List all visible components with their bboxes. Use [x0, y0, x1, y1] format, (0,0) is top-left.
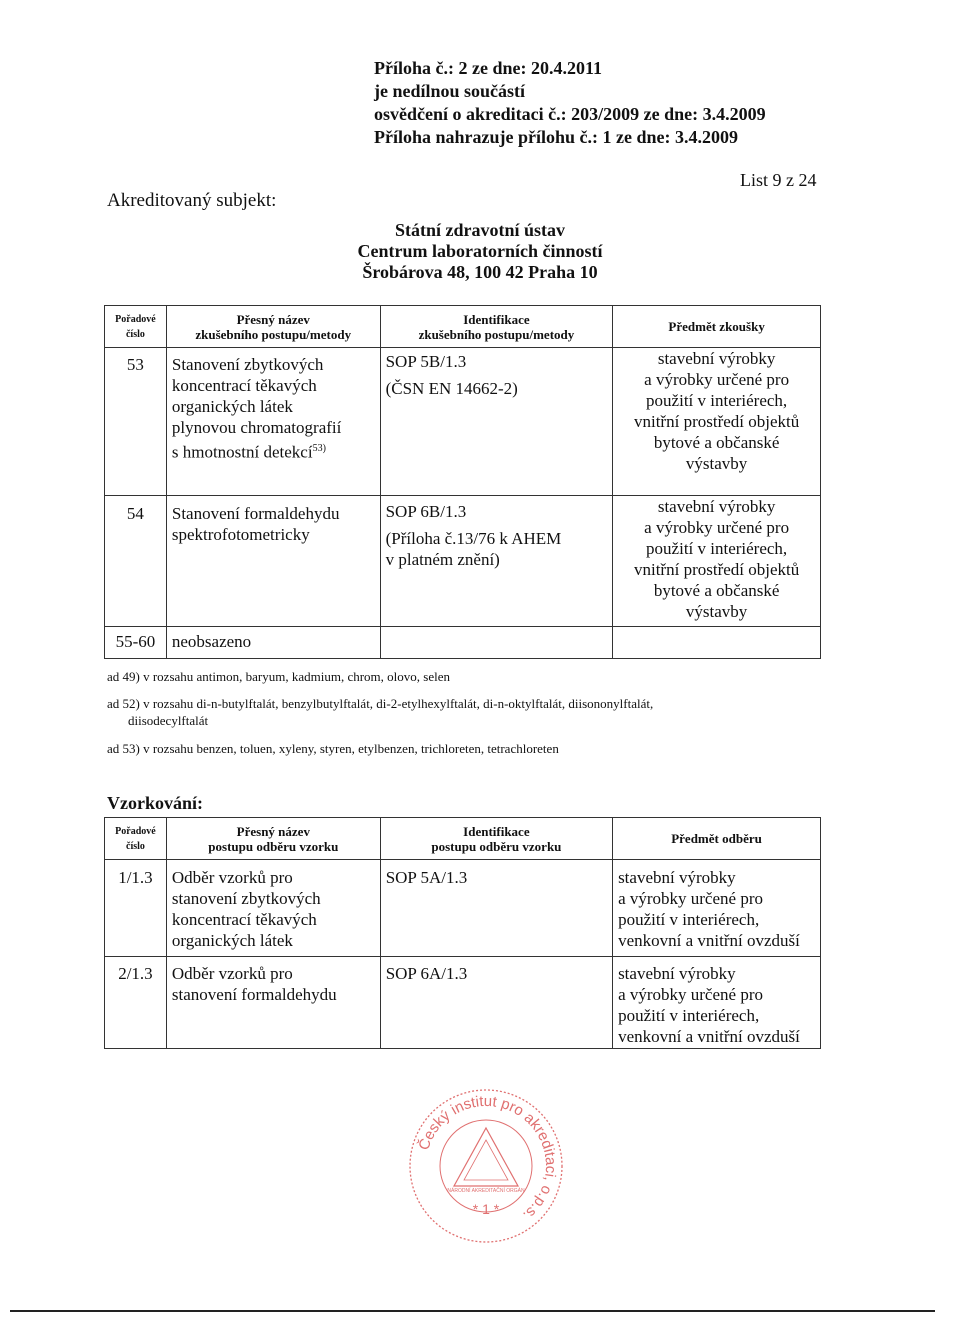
method-name: Stanovení formaldehydu spektrofotometricky: [166, 496, 380, 627]
sampling-title: Vzorkování:: [107, 793, 203, 813]
table-row: [105, 957, 821, 1049]
header-sampling-subject: Předmět odběru: [613, 818, 821, 860]
table-row: [105, 496, 821, 627]
test-subject: stavební výrobky a výrobky určené pro použití v interiérech, vnitřní prostředí objektů bytové a občanské výstavby: [613, 348, 821, 496]
test-subject: [613, 627, 821, 659]
stamp-center-text: NÁRODNÍ AKREDITAČNÍ ORGÁN: [447, 1188, 525, 1194]
procedure-id: SOP 6A/1.3: [380, 957, 612, 1049]
header-test-subject: Předmět zkoušky: [613, 306, 821, 348]
header-method-name: Přesný název zkušebního postupu/metody: [166, 306, 380, 348]
row-number: 53: [105, 348, 167, 496]
row-number: 2/1.3: [105, 957, 167, 1049]
institution-name: Státní zdravotní ústav: [394, 220, 565, 240]
annex-number: Příloha č.: 2 ze dne: 20.4.2011: [374, 58, 602, 78]
institution-department: Centrum laboratorních činností: [357, 241, 603, 261]
header-method-id: Identifikace zkušebního postupu/metody: [380, 306, 613, 348]
footnote-52-cont: diisodecylftalát: [128, 713, 209, 728]
row-number: 1/1.3: [105, 860, 167, 957]
method-name: Stanovení zbytkových koncentrací těkavých organických látek plynovou chromatografií s hmotnostní detekcí$^{53)}$: [166, 348, 380, 496]
annex-part-of: je nedílnou součástí: [374, 81, 526, 101]
footnote-53: ad 53) v rozsahu benzen, toluen, xyleny, styren, etylbenzen, trichloreten, tetrachloreten: [107, 741, 559, 756]
footnote-49: ad 49) v rozsahu antimon, baryum, kadmium, chrom, olovo, selen: [107, 669, 450, 684]
header-procedure-id: Identifikace postupu odběru vzorku: [380, 818, 612, 860]
procedure-id: SOP 5A/1.3: [380, 860, 612, 957]
accredited-subject-label: Akreditovaný subjekt:: [107, 190, 277, 211]
row-number: 54: [105, 496, 167, 627]
sampling-table: [104, 817, 821, 1049]
stamp-number: * 1 *: [472, 1201, 500, 1217]
stamp-ring-text: Český institut pro akreditaci, o.p.s.: [415, 1092, 560, 1225]
test-subject: stavební výrobky a výrobky určené pro použití v interiérech, vnitřní prostředí objektů bytové a občanské výstavby: [613, 496, 821, 627]
tests-table: [104, 305, 821, 659]
procedure-name: Odběr vzorků pro stanovení formaldehydu: [166, 957, 380, 1049]
table-row: [105, 627, 821, 659]
header-procedure-name: Přesný název postupu odběru vzorku: [166, 818, 380, 860]
sampling-table-header: [105, 818, 821, 860]
footnote-52: ad 52) v rozsahu di-n-butylftalát, benzylbutylftalát, di-2-etylhexylftalát, di-n-oktylftalát, diisononylftalát,: [107, 696, 654, 711]
method-id: SOP 6B/1.3 (Příloha č.13/76 k AHEM v platném znění): [380, 496, 613, 627]
method-id: SOP 5B/1.3 (ČSN EN 14662-2): [380, 348, 613, 496]
sheet-number: List 9 z 24: [740, 170, 817, 190]
sampling-subject: stavební výrobky a výrobky určené pro použití v interiérech, venkovní a vnitřní ovzduší: [613, 957, 821, 1049]
tests-table-header: [105, 306, 821, 348]
method-id: [380, 627, 613, 659]
header-order-number: Pořadové číslo: [105, 818, 167, 860]
annex-replaces: Příloha nahrazuje přílohu č.: 1 ze dne: 3.4.2009: [374, 127, 738, 147]
table-row: [105, 348, 821, 496]
page-bottom-rule: [10, 1310, 935, 1312]
institution-address: Šrobárova 48, 100 42 Praha 10: [362, 262, 598, 282]
table-row: [105, 860, 821, 957]
stamp-rings: [410, 1090, 562, 1242]
sampling-subject: stavební výrobky a výrobky určené pro použití v interiérech, venkovní a vnitřní ovzduší: [613, 860, 821, 957]
accreditation-certificate: osvědčení o akreditaci č.: 203/2009 ze dne: 3.4.2009: [374, 104, 766, 124]
procedure-name: Odběr vzorků pro stanovení zbytkových koncentrací těkavých organických látek: [166, 860, 380, 957]
accreditation-stamp: [406, 1086, 566, 1246]
row-number: 55-60: [105, 627, 167, 659]
header-order-number: Pořadové číslo: [105, 306, 167, 348]
footnote-ref: 53): [312, 443, 326, 454]
method-name: neobsazeno: [166, 627, 380, 659]
